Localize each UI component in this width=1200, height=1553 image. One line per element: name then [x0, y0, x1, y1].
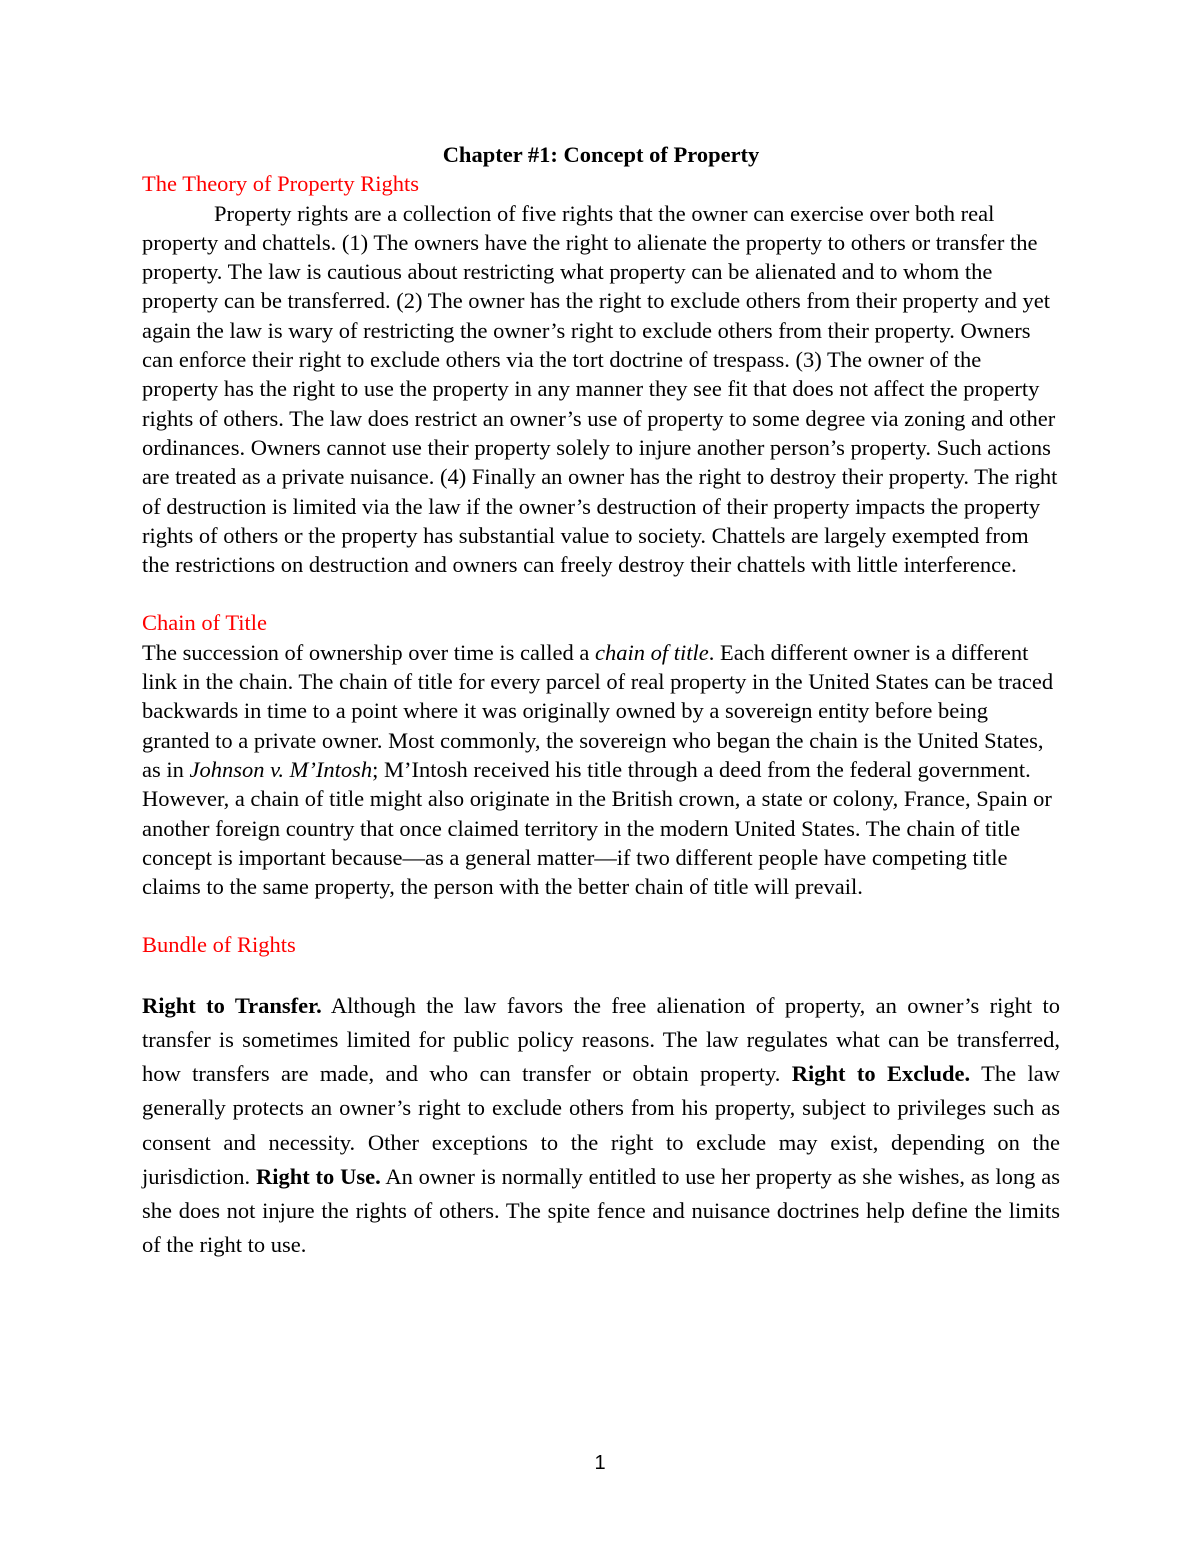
page-number: 1: [594, 1452, 606, 1474]
bundle-text-3: An owner is normally entitled to use her property as she wishes, as long as she does not injure the rights of others. The spite fence and nuisance doctrines help define the limits of the right to use.: [142, 1163, 1060, 1258]
label-right-to-use: Right to Use.: [255, 1163, 381, 1189]
chapter-title: Chapter #1: Concept of Property: [442, 142, 760, 167]
chain-text-1: The succession of ownership over time is called a: [142, 639, 595, 665]
paragraph-theory-of-property-rights: Property rights are a collection of five rights that the owner can exercise over both real property and chattels. (1) The owners have the right to alienate the property to others or transfer the property. The law is cautious about restricting what property can be alienated and to whom the property can be transferred. (2) The owner has the right to exclude others from their property and yet again the law is wary of restricting the owner’s right to exclude others from their property. Owners can enforce their right to exclude others via the tort doctrine of trespass. (3) The owner of the property has the right to use the property in any manner they see fit that does not affect the property rights of others. The law does restrict an owner’s use of property to some degree via zoning and other ordinances. Owners cannot use their property solely to injure another person’s property. Such actions are treated as a private nuisance. (4) Finally an owner has the right to destroy their property. The right of destruction is limited via the law if the owner’s destruction of their property impacts the property rights of others or the property has substantial value to society. Chattels are largely exempted from the restrictions on destruction and owners can freely destroy their chattels with little interference.: [142, 200, 1058, 578]
paragraph-chain-of-title: [142, 638, 1060, 902]
term-chain-of-title: chain of title: [595, 639, 709, 665]
heading-chain-of-title: Chain of Title: [142, 610, 268, 636]
chain-text-2: . Each different owner is a different link in the chain. The chain of title for every parcel of real property in the United States can be traced backwards in time to a point where it was originally owned by a sovereign entity before being granted to a private owner. Most commonly, the sovereign who began the chain is the United States, as in: [142, 639, 1054, 782]
bundle-text-1: Although the law favors the free alienation of property, an owner’s right to transfer is sometimes limited for public policy reasons. The law regulates what can be transferred, how transfers are made, and who can transfer or obtain property.: [142, 992, 1060, 1087]
paragraph-bundle-of-rights: [142, 989, 1060, 1263]
label-right-to-exclude: Right to Exclude.: [791, 1061, 971, 1087]
label-right-to-transfer: Right to Transfer.: [142, 992, 322, 1018]
paragraph-spacer: [142, 579, 1060, 608]
heading-bundle-of-rights: Bundle of Rights: [142, 932, 296, 958]
paragraph-spacer: [142, 960, 1060, 989]
page-content: [142, 140, 1060, 1262]
paragraph-spacer: [142, 901, 1060, 930]
chain-text-3: ; M’Intosh received his title through a deed from the federal government. However, a chain of title might also originate in the British crown, a state or colony, France, Spain or another foreign country that once claimed territory in the modern United States. The chain of title concept is important because—as a general matter—if two different people have competing title claims to the same property, the person with the better chain of title will prevail.: [142, 756, 1052, 900]
bundle-text-2: The law generally protects an owner’s right to exclude others from his property, subject to privileges such as consent and necessity. Other exceptions to the right to exclude may exist, depending on the jurisdiction.: [142, 1061, 1060, 1189]
case-citation: Johnson v. M’Intosh: [189, 756, 373, 782]
heading-theory-of-property-rights: The Theory of Property Rights: [142, 171, 420, 197]
